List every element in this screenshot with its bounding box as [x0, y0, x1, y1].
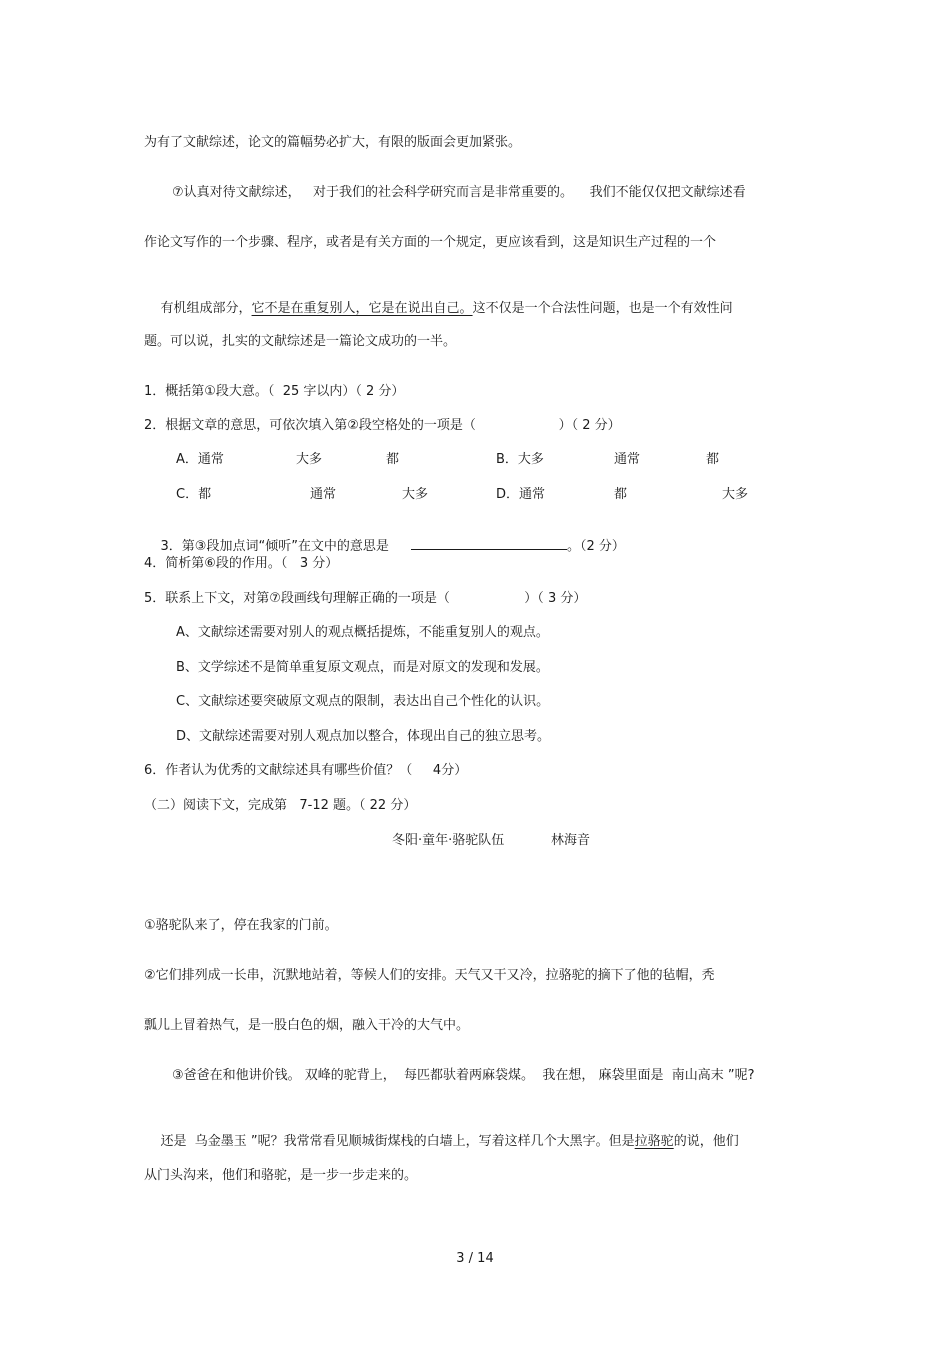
paragraph-7-text: 有机组成部分，: [160, 301, 252, 316]
story-title: 冬阳·童年·骆驼队伍: [392, 833, 505, 848]
paragraph-7-line-2: 作论文写作的一个步骤、程序，或者是有关方面的一个规定，更应该看到，这是知识生产过程的一个: [144, 235, 717, 250]
story-paragraph-2-line-1: ②它们排列成一长串，沉默地站着，等候人们的安排。天气又干又冷，拉骆驼的摘下了他的毡帽，秃: [144, 968, 715, 983]
question-5: 5．联系上下文，对第⑦段画线句理解正确的一项是（ ）（ 3 分）: [144, 591, 587, 606]
q2-option-c: C．都: [176, 487, 212, 502]
story-paragraph-2-line-2: 瓢儿上冒着热气，是一股白色的烟，融入干冷的大气中。: [144, 1018, 470, 1033]
q5-option-b: B、文学综述不是简单重复原文观点，而是对原文的发现和发展。: [176, 660, 549, 675]
story-paragraph-3-line-1: ③爸爸在和他讲价钱。 双峰的驼背上， 每匹都驮着两麻袋煤。 我在想， 麻袋里面是 南山高末 ”呢?: [172, 1068, 755, 1083]
paragraph-line: 为有了文献综述，论文的篇幅势必扩大，有限的版面会更加紧张。: [144, 135, 522, 150]
answer-blank: [411, 537, 567, 550]
paragraph-7-line-4: 题。可以说，扎实的文献综述是一篇论文成功的一半。: [144, 334, 457, 349]
q2-option-c-word-3: 大多: [402, 487, 429, 502]
paragraph-7-text: 这不仅是一个合法性问题，也是一个有效性问: [472, 301, 733, 316]
story-author: 林海音: [551, 833, 591, 848]
story-paragraph-1: ①骆驼队来了，停在我家的门前。: [144, 918, 338, 933]
question-3-points: 。（2 分）: [566, 539, 625, 554]
q2-option-a-word-3: 都: [386, 452, 400, 467]
page-number: 3 / 14: [456, 1251, 494, 1266]
underlined-word: 拉骆驼: [634, 1134, 674, 1149]
q5-option-d: D、文献综述需要对别人观点加以整合，体现出自己的独立思考。: [176, 729, 551, 744]
q2-option-b: B．大多: [496, 452, 544, 467]
q2-option-c-word-2: 通常: [310, 487, 337, 502]
question-4: 4．简析第⑥段的作用。（ 3 分）: [144, 556, 339, 571]
q2-option-d: D．通常: [496, 487, 546, 502]
story-paragraph-3-line-3: 从门头沟来，他们和骆驼，是一步一步走来的。: [144, 1168, 418, 1183]
q5-option-c: C、文献综述要突破原文观点的限制，表达出自己个性化的认识。: [176, 694, 550, 709]
q2-option-a-word-2: 大多: [296, 452, 323, 467]
q2-option-b-word-2: 通常: [614, 452, 641, 467]
question-2: 2．根据文章的意思，可依次填入第②段空格处的一项是（ ）（ 2 分）: [144, 418, 621, 433]
q2-option-b-word-3: 都: [706, 452, 720, 467]
q2-option-d-word-3: 大多: [722, 487, 749, 502]
q2-option-d-word-2: 都: [614, 487, 628, 502]
question-6: 6．作者认为优秀的文献综述具有哪些价值？（ 4分）: [144, 763, 468, 778]
question-3-text: 3．第③段加点词“倾听”在文中的意思是: [160, 539, 389, 554]
q2-option-a: A．通常: [176, 452, 224, 467]
story-paragraph-3-line-2: [144, 1118, 739, 1166]
underlined-sentence: 它不是在重复别人，它是在说出自己。: [251, 301, 473, 316]
story-text: 还是 乌金墨玉 ”呢？我常常看见顺城街煤栈的白墙上，写着这样几个大黑字。但是: [160, 1134, 635, 1149]
story-text: 的说，他们: [673, 1134, 739, 1149]
q5-option-a: A、文献综述需要对别人的观点概括提炼，不能重复别人的观点。: [176, 625, 549, 640]
paragraph-7-line-3: [144, 285, 733, 333]
section-2-heading: （二）阅读下文，完成第 7-12 题。（ 22 分）: [144, 798, 417, 813]
paragraph-7-line-1: ⑦认真对待文献综述， 对于我们的社会科学研究而言是非常重要的。 我们不能仅仅把文献综述看: [172, 185, 746, 200]
question-1: 1．概括第①段大意。（ 25 字以内）（ 2 分）: [144, 384, 405, 399]
